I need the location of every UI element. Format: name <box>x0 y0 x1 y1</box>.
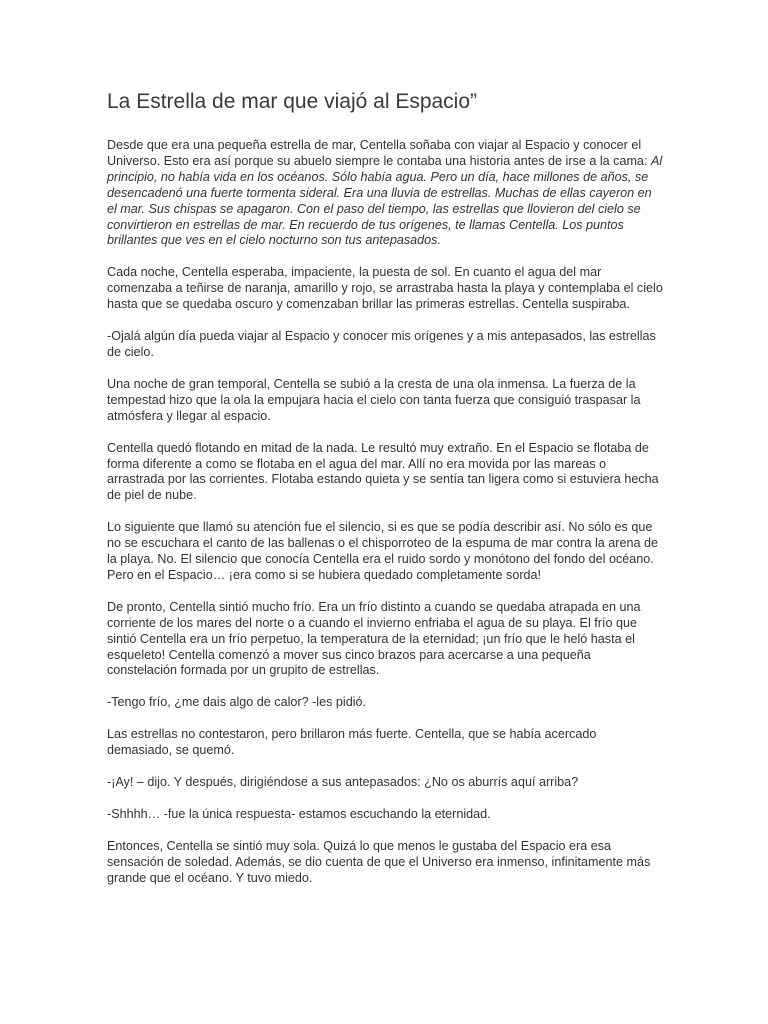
paragraph-4: Una noche de gran temporal, Centella se subió a la cresta de una ola inmensa. La fuerza de la tempestad hizo que la ola la empujara hacia el cielo con tanta fuerza que consiguió traspasar la atmósfera y llegar al espacio. <box>107 376 641 423</box>
paragraph-8: -Tengo frío, ¿me dais algo de calor? -les pidió. <box>107 695 367 710</box>
paragraph-10: -¡Ay! – dijo. Y después, dirigiéndose a sus antepasados: ¿No os aburrís aquí arriba? <box>107 775 579 790</box>
paragraph-9: Las estrellas no contestaron, pero brillaron más fuerte. Centella, que se había acercado demasiado, se quemó. <box>107 727 597 758</box>
paragraph-5: Centella quedó flotando en mitad de la nada. Le resultó muy extraño. En el Espacio se flotaba de forma diferente a como se flotaba en el agua del mar. Allí no era movida por las mareas o arrastrada por las corrientes. Flotaba estando quieta y se sentía tan ligera como si estuviera hecha de piel de nube. <box>107 440 659 503</box>
paragraph-12: Entonces, Centella se sintió muy sola. Quizá lo que menos le gustaba del Espacio era esa sensación de soledad. Además, se dio cuenta de que el Universo era inmenso, infinitamente más grande que el océano. Y tuvo miedo. <box>107 838 651 885</box>
paragraph-3: -Ojalá algún día pueda viajar al Espacio y conocer mis orígenes y a mis antepasados, las estrellas de cielo. <box>107 329 656 359</box>
paragraph-7: De pronto, Centella sintió mucho frío. Era un frío distinto a cuando se quedaba atrapada en una corriente de los mares del norte o a cuando el invierno enfriaba el agua de su playa. El frío que sintió Centella era un frío perpetuo, la temperatura de la eternidad; ¡un frío que le heló hasta el esqueleto! Centella comenzó a mover sus cinco brazos para acercarse a una pequeña constelación formada por un grupito de estrellas. <box>107 599 641 678</box>
document-page <box>107 88 663 903</box>
paragraph-1-italic-text: Al principio, no había vida en los océanos. Sólo había agua. Pero un día, hace millones de años, se desencadenó una fuerte tormenta sideral. Era una lluvia de estrellas. Muchas de ellas cayeron en el mar. Sus chispas se apagaron. Con el paso del tiempo, las estrellas que llovieron del cielo se convirtieron en estrellas de mar. En recuerdo de tus orígenes, te llamas Centella. Los puntos brillantes que ves en el cielo nocturno son tus antepasados. <box>107 153 663 248</box>
paragraph-6: Lo siguiente que llamó su atención fue el silencio, si es que se podía describir así. No sólo es que no se escuchara el canto de las ballenas o el chisporroteo de la espuma de mar contra la arena de la playa. No. El silencio que conocía Centella era el ruido sordo y monótono del fondo del océano. Pero en el Espacio… ¡era como si se hubiera quedado completamente sorda! <box>107 520 658 582</box>
paragraph-1 <box>107 138 663 249</box>
paragraph-11: -Shhhh… -fue la única respuesta- estamos escuchando la eternidad. <box>107 807 491 821</box>
paragraph-1-text: Desde que era una pequeña estrella de mar, Centella soñaba con viajar al Espacio y conocer el Universo. Esto era así porque su abuelo siempre le contaba una historia antes de irse a la cama: <box>107 138 651 168</box>
paragraph-2: Cada noche, Centella esperaba, impaciente, la puesta de sol. En cuanto el agua del mar comenzaba a teñirse de naranja, amarillo y rojo, se arrastraba hasta la playa y contemplaba el cielo hasta que se quedaba oscuro y comenzaban brillar las primeras estrellas. Centella suspiraba. <box>107 265 663 312</box>
document-title: La Estrella de mar que viajó al Espacio” <box>107 90 478 113</box>
